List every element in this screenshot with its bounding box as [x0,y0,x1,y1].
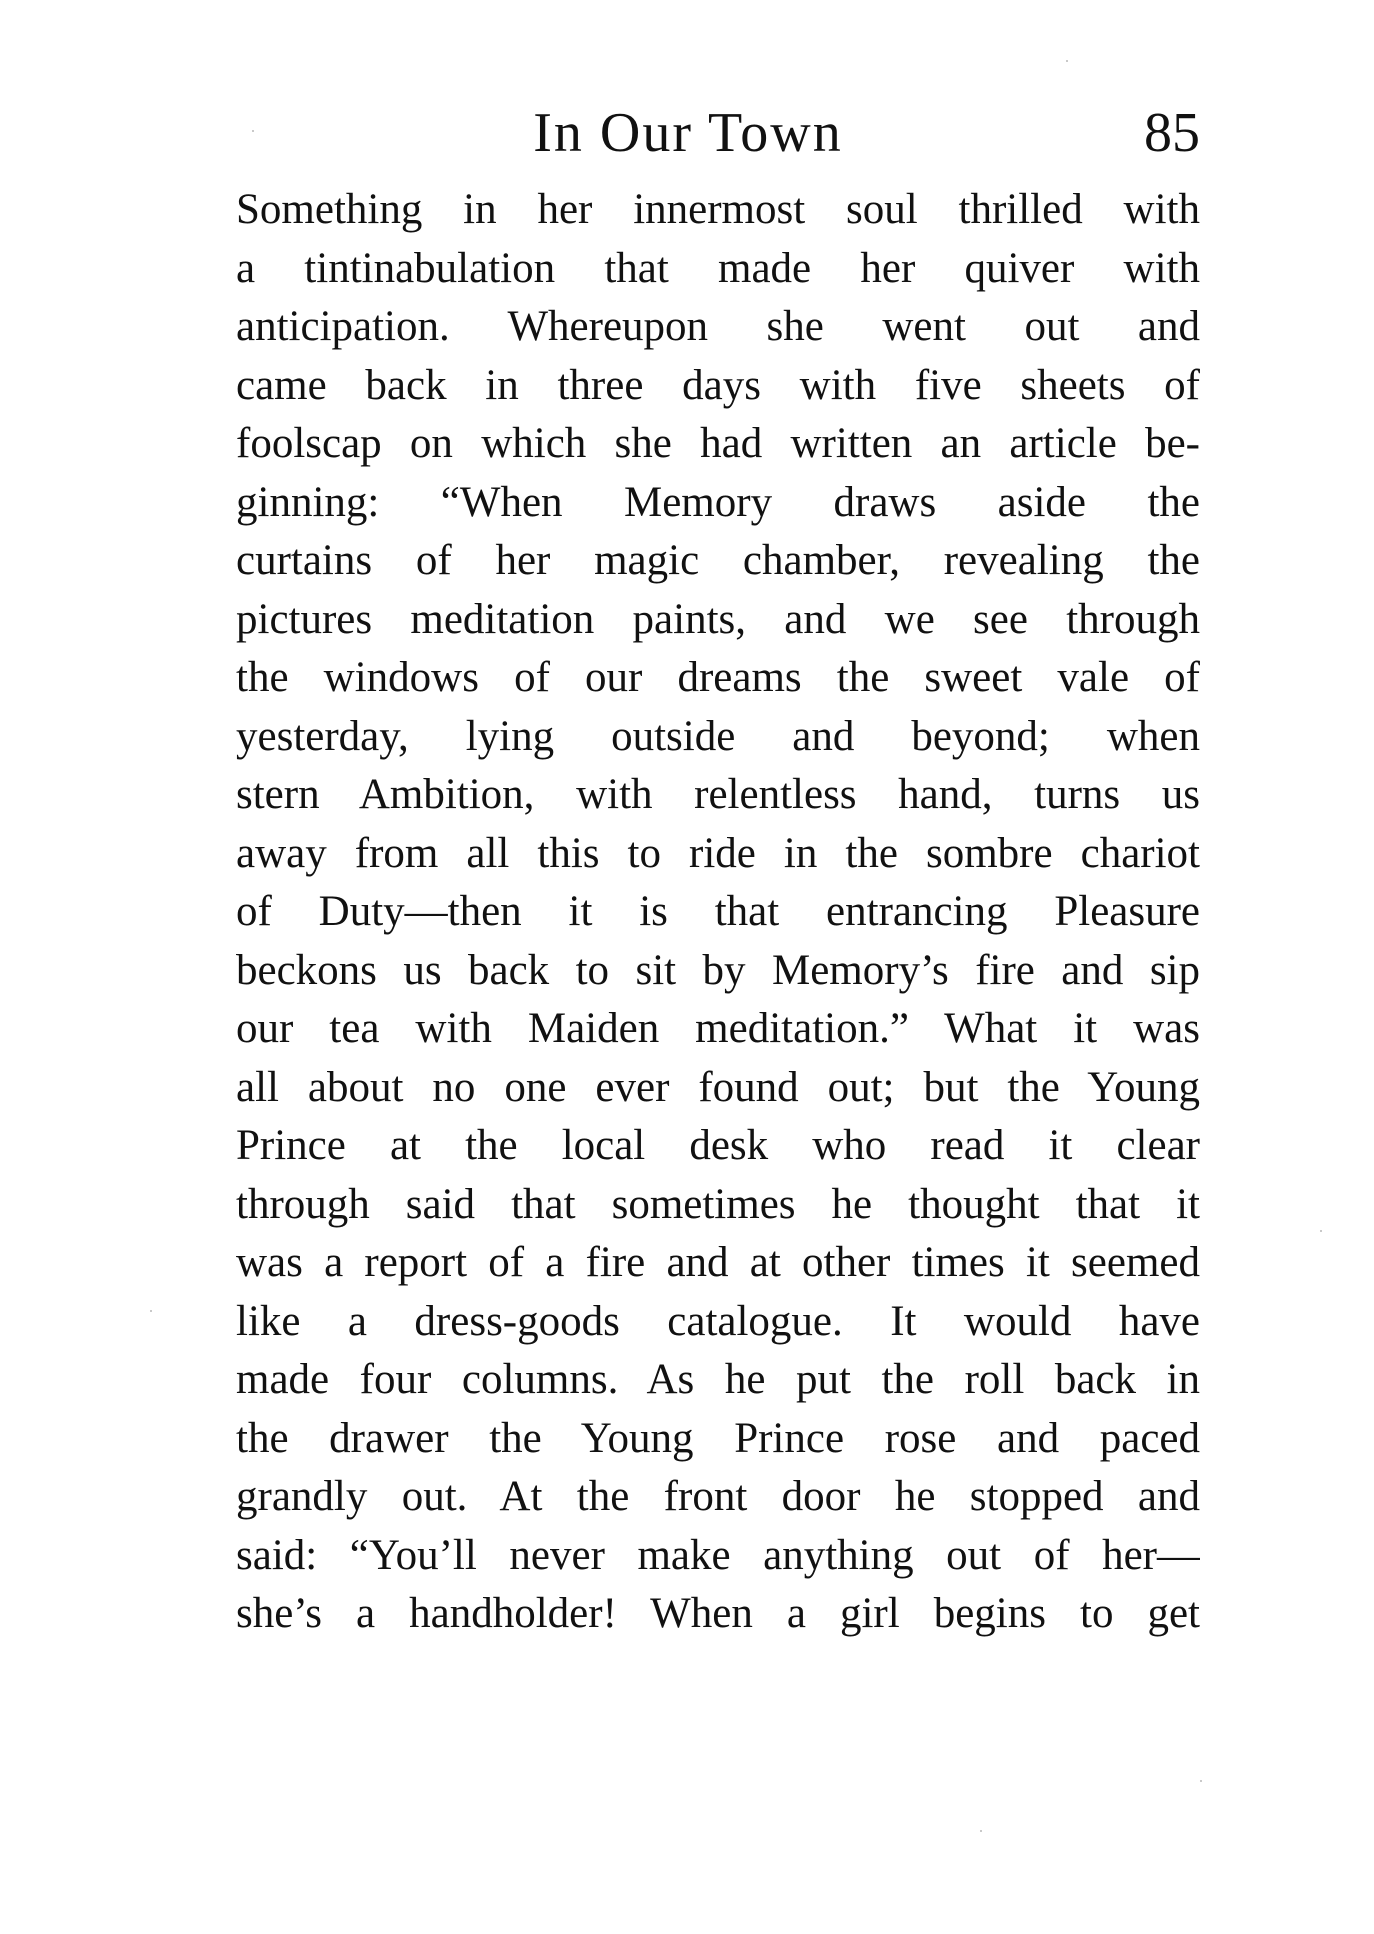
text-line: foolscap on which she had written an article be- [236,420,1200,467]
text-line: through said that sometimes he thought that it [236,1180,1200,1228]
text-line: made four columns. As he put the roll back in [236,1356,1200,1403]
page-number: 85 [1144,102,1200,164]
scan-speck [980,1830,982,1832]
text-line: was a report of a fire and at other times it seemed [236,1239,1200,1286]
text-line: the drawer the Young Prince rose and paced [236,1414,1200,1462]
text-line: pictures meditation paints, and we see through [236,595,1200,643]
text-line: anticipation. Whereupon she went out and [236,303,1200,350]
running-head [236,98,1200,168]
scan-speck [1200,1780,1202,1782]
text-line: of Duty—then it is that entrancing Pleasure [236,888,1200,935]
text-line: came back in three days with five sheets of [236,361,1200,409]
text-line: grandly out. At the front door he stopped and [236,1473,1200,1520]
scan-speck [1066,60,1068,62]
text-line: curtains of her magic chamber, revealing the [236,537,1200,584]
running-title: In Our Town [533,102,843,164]
text-line: ginning: “When Memory draws aside the [236,478,1200,526]
text-line: said: “You’ll never make anything out of her— [236,1531,1200,1579]
text-line: Something in her innermost soul thrilled with [236,186,1200,233]
text-line: the windows of our dreams the sweet vale of [236,654,1200,701]
text-line: all about no one ever found out; but the Young [236,1063,1200,1111]
text-line: a tintinabulation that made her quiver with [236,244,1200,292]
text-line: our tea with Maiden meditation.” What it was [236,1005,1200,1052]
text-line: Prince at the local desk who read it clear [236,1122,1200,1169]
scan-speck [150,1310,152,1312]
text-line: beckons us back to sit by Memory’s fire and sip [236,946,1200,994]
text-line: stern Ambition, with relentless hand, turns us [236,771,1200,818]
text-line: away from all this to ride in the sombre chariot [236,829,1200,877]
scan-speck [1320,1230,1322,1232]
text-line: yesterday, lying outside and beyond; when [236,712,1200,760]
body-text [236,181,1200,1644]
scan-speck [252,130,254,132]
text-line: like a dress-goods catalogue. It would have [236,1297,1200,1345]
text-line: she’s a handholder! When a girl begins to get [236,1590,1200,1637]
